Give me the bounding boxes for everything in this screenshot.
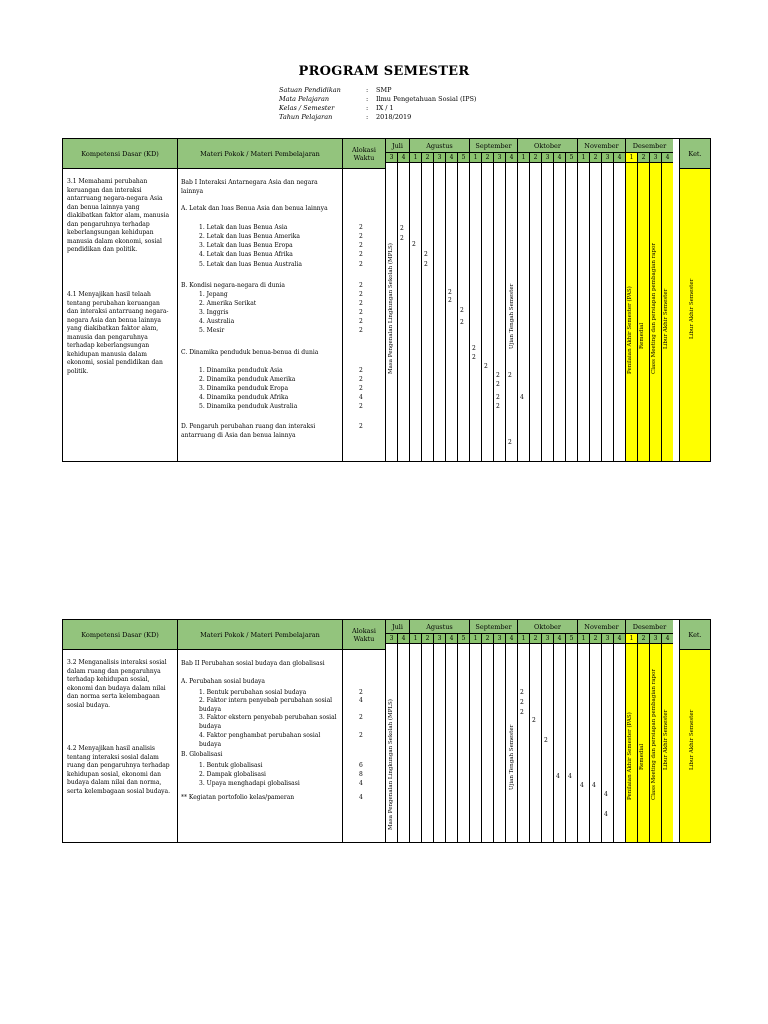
week-number: 3 xyxy=(601,634,613,644)
alokasi-value: 2 xyxy=(359,309,363,316)
kd-header: Kompetensi Dasar (KD) xyxy=(63,139,177,169)
week-number: 4 xyxy=(553,634,565,644)
schedule-mark: 2 xyxy=(424,251,428,258)
week-number: 1 xyxy=(409,153,421,163)
week-number: 3 xyxy=(433,634,445,644)
materi-row: 2. Faktor intern penyebab perubahan sosial budaya xyxy=(199,697,333,713)
materi-row: 4. Letak dan luas Benua Afrika xyxy=(199,251,293,258)
week-column xyxy=(493,644,505,842)
alokasi-value: 2 xyxy=(359,403,363,410)
week-number: 5 xyxy=(457,153,469,163)
week-column xyxy=(421,163,433,461)
schedule-mark: 2 xyxy=(400,235,404,242)
week-column xyxy=(565,163,577,461)
alokasi-value: 8 xyxy=(359,771,363,778)
materi-row: 3. Faktor ekstern penyebab perubahan sosial budaya xyxy=(199,714,337,730)
week-number: 3 xyxy=(649,634,661,644)
week-number: 4 xyxy=(553,153,565,163)
week-number: 3 xyxy=(541,634,553,644)
ket-header: Ket. xyxy=(679,139,710,169)
week-number: 3 xyxy=(385,634,397,644)
kd-text: 3.1 Memahami perubahan keruangan dan interaksi antarruang negara-negara Asia dan benua lainnya yang diakibatkan faktor alam, manusia dan pengaruhnya terhadap keberlangsungan kehidupan manusia dalam ekonomi, sosial pendidikan dan politik. xyxy=(67,178,170,253)
week-number: 4 xyxy=(445,634,457,644)
week-number: 1 xyxy=(469,153,481,163)
kd-header: Kompetensi Dasar (KD) xyxy=(63,620,177,650)
materi-row: 3. Inggris xyxy=(199,309,229,316)
month-header: Juli xyxy=(385,139,409,153)
alokasi-value: 2 xyxy=(359,291,363,298)
week-column xyxy=(397,644,409,842)
schedule-mark: 2 xyxy=(520,709,524,716)
week-number: 4 xyxy=(445,153,457,163)
ket-header: Ket. xyxy=(679,620,710,650)
alokasi-value: 2 xyxy=(359,714,363,721)
schedule-mark: 2 xyxy=(448,297,452,304)
week-number: 4 xyxy=(397,634,409,644)
month-header: Desember xyxy=(625,139,673,153)
week-number: 1 xyxy=(625,634,637,644)
week-column xyxy=(589,163,601,461)
week-number: 2 xyxy=(637,153,649,163)
week-column xyxy=(445,163,457,461)
schedule-mark: 2 xyxy=(472,354,476,361)
materi-row: 5. Dinamika penduduk Australia xyxy=(199,403,298,410)
vertical-label-libur: Libur Akhir Semester xyxy=(663,709,670,770)
month-header: Juli xyxy=(385,620,409,634)
month-header: Desember xyxy=(625,620,673,634)
alokasi-value: 4 xyxy=(359,697,363,704)
materi-row: A. Perubahan sosial budaya xyxy=(181,678,266,685)
alokasi-header: Alokasi Waktu xyxy=(342,139,385,169)
schedule-mark: 2 xyxy=(496,381,500,388)
week-number: 1 xyxy=(469,634,481,644)
vertical-label-uts: Ujian Tengah Semester xyxy=(508,724,515,790)
month-header: Oktober xyxy=(517,139,577,153)
week-number: 3 xyxy=(433,153,445,163)
materi-row: D. Pengaruh perubahan ruang dan interaksi antarruang di Asia dan benua lainnya xyxy=(181,423,316,439)
week-column xyxy=(481,163,493,461)
week-number: 1 xyxy=(409,634,421,644)
month-header: September xyxy=(469,139,517,153)
vertical-label-pas: Penilaian Akhir Semester (PAS) xyxy=(627,286,634,374)
week-column xyxy=(433,644,445,842)
materi-row: 1. Bentuk globalisasi xyxy=(199,762,263,769)
week-number: 2 xyxy=(421,153,433,163)
month-header: Agustus xyxy=(409,620,469,634)
month-header: Oktober xyxy=(517,620,577,634)
week-column xyxy=(589,644,601,842)
week-number: 4 xyxy=(397,153,409,163)
info-row: Kelas / Semester : IX / 1 xyxy=(279,104,394,112)
alokasi-value: 2 xyxy=(359,376,363,383)
alokasi-value: 4 xyxy=(359,794,363,801)
week-number: 5 xyxy=(457,634,469,644)
alokasi-value: 2 xyxy=(359,327,363,334)
schedule-mark: 4 xyxy=(580,782,584,789)
schedule-mark: 2 xyxy=(496,403,500,410)
week-column xyxy=(493,163,505,461)
week-column xyxy=(397,163,409,461)
week-number: 3 xyxy=(493,153,505,163)
week-number: 2 xyxy=(481,153,493,163)
week-number: 4 xyxy=(505,153,517,163)
week-number: 2 xyxy=(421,634,433,644)
week-column xyxy=(637,163,649,461)
week-number: 1 xyxy=(517,634,529,644)
kd-text: 3.2 Menganalisis interaksi sosial dalam ruang dan pengaruhnya terhadap kehidupan sosial, ekonomi dan budaya dalam nilai dan norma serta kelembagaan sosial budaya. xyxy=(67,659,167,709)
schedule-mark: 4 xyxy=(568,773,572,780)
schedule-mark: 4 xyxy=(520,394,524,401)
schedule-mark: 2 xyxy=(400,225,404,232)
schedule-mark: 2 xyxy=(460,307,464,314)
alokasi-value: 2 xyxy=(359,732,363,739)
schedule-mark: 2 xyxy=(508,439,512,446)
materi-row: 3. Dinamika penduduk Eropa xyxy=(199,385,289,392)
week-number: 5 xyxy=(565,634,577,644)
materi-row: 2. Letak dan luas Benua Amerika xyxy=(199,233,300,240)
week-column xyxy=(409,644,421,842)
materi-row: 1. Jepang xyxy=(199,291,228,298)
week-column xyxy=(541,163,553,461)
schedule-mark: 2 xyxy=(484,363,488,370)
page-title: PROGRAM SEMESTER xyxy=(298,64,470,79)
vertical-label-mpls: Masa Pengenalan Lingkungan Sekolah (MPLS) xyxy=(388,699,394,830)
week-number: 2 xyxy=(637,634,649,644)
vertical-label-libur: Libur Akhir Semester xyxy=(663,288,670,349)
alokasi-value: 2 xyxy=(359,224,363,231)
week-number: 3 xyxy=(541,153,553,163)
semester-table-2 xyxy=(62,619,711,843)
week-column xyxy=(577,163,589,461)
week-number: 4 xyxy=(613,153,625,163)
materi-row: 4. Faktor penghambat perubahan sosial budaya xyxy=(199,732,321,748)
info-row: Mata Pelajaran : Ilmu Pengetahuan Sosial (IPS) xyxy=(279,95,477,103)
materi-row: 1. Letak dan luas Benua Asia xyxy=(199,224,288,231)
alokasi-value: 2 xyxy=(359,251,363,258)
materi-row: 5. Letak dan luas Benua Australia xyxy=(199,261,302,268)
week-column xyxy=(553,644,565,842)
month-header: November xyxy=(577,139,625,153)
schedule-mark: 4 xyxy=(592,782,596,789)
materi-row: 4. Dinamika penduduk Afrika xyxy=(199,394,289,401)
alokasi-header: Alokasi Waktu xyxy=(342,620,385,650)
week-number: 4 xyxy=(661,634,673,644)
month-header: September xyxy=(469,620,517,634)
week-number: 3 xyxy=(601,153,613,163)
schedule-mark: 2 xyxy=(532,717,536,724)
alokasi-value: 4 xyxy=(359,394,363,401)
week-column xyxy=(445,644,457,842)
schedule-mark: 2 xyxy=(424,261,428,268)
vertical-label-class-meeting: Class Meeting dan persiapan pembagian rapor xyxy=(651,668,658,800)
week-column xyxy=(613,163,625,461)
week-column xyxy=(553,163,565,461)
week-column xyxy=(529,163,541,461)
week-column xyxy=(565,644,577,842)
alokasi-value: 2 xyxy=(359,318,363,325)
alokasi-value: 2 xyxy=(359,261,363,268)
vertical-label-pas: Penilaian Akhir Semester (PAS) xyxy=(627,712,634,800)
alokasi-value: 2 xyxy=(359,689,363,696)
vertical-label-class-meeting: Class Meeting dan persiapan pembagian rapor xyxy=(651,242,658,374)
week-number: 2 xyxy=(589,153,601,163)
week-number: 1 xyxy=(577,153,589,163)
week-number: 2 xyxy=(529,634,541,644)
week-column xyxy=(601,163,613,461)
schedule-mark: 2 xyxy=(544,737,548,744)
vertical-label-remedial: Remedial xyxy=(639,743,646,770)
materi-row: 2. Dinamika penduduk Amerika xyxy=(199,376,296,383)
week-number: 2 xyxy=(529,153,541,163)
schedule-mark: 2 xyxy=(496,372,500,379)
alokasi-value: 4 xyxy=(359,780,363,787)
month-header: Agustus xyxy=(409,139,469,153)
materi-row: C. Dinamika penduduk benua-benua di dunia xyxy=(181,349,319,356)
schedule-mark: 2 xyxy=(412,241,416,248)
schedule-mark: 2 xyxy=(520,689,524,696)
alokasi-value: 2 xyxy=(359,385,363,392)
schedule-mark: 4 xyxy=(604,811,608,818)
materi-row: A. Letak dan luas Benua Asia dan benua lainnya xyxy=(181,205,328,212)
week-column xyxy=(613,644,625,842)
week-column xyxy=(409,163,421,461)
schedule-mark: 2 xyxy=(448,289,452,296)
week-number: 4 xyxy=(661,153,673,163)
week-column xyxy=(481,644,493,842)
materi-row: B. Kondisi negara-negara di dunia xyxy=(181,282,285,289)
week-column xyxy=(433,163,445,461)
week-column xyxy=(469,644,481,842)
vertical-label-remedial: Remedial xyxy=(639,322,646,349)
schedule-mark: 2 xyxy=(496,394,500,401)
schedule-mark: 4 xyxy=(556,773,560,780)
week-number: 4 xyxy=(613,634,625,644)
info-row: Tahun Pelajaran : 2018/2019 xyxy=(279,113,412,121)
alokasi-value: 2 xyxy=(359,367,363,374)
kd-text: 4.1 Menyajikan hasil telaah tentang perubahan keruangan dan interaksi antarruang negara-negara Asia dan benua lainnya yang diakibatkan faktor alam, manusia dan pengaruhnya terhadap keberlangsungan kehidupan manusia dalam ekonomi, sosial pendidikan dan politik. xyxy=(67,291,169,375)
week-column xyxy=(577,644,589,842)
materi-row: 5. Mesir xyxy=(199,327,225,334)
week-column xyxy=(421,644,433,842)
materi-row: 2. Amerika Serikat xyxy=(199,300,257,307)
week-column xyxy=(529,644,541,842)
alokasi-value: 2 xyxy=(359,233,363,240)
vertical-label-libur: Libur Akhir Semester xyxy=(689,278,695,339)
materi-row: 4. Australia xyxy=(199,318,235,325)
materi-row: 1. Dinamika penduduk Asia xyxy=(199,367,283,374)
week-column xyxy=(469,163,481,461)
alokasi-value: 2 xyxy=(359,282,363,289)
vertical-label-libur: Libur Akhir Semester xyxy=(689,709,695,770)
vertical-label-mpls: Masa Pengenalan Lingkungan Sekolah (MPLS) xyxy=(388,243,394,374)
week-column xyxy=(457,644,469,842)
materi-row: 3. Letak dan luas Benua Eropa xyxy=(199,242,293,249)
schedule-mark: 2 xyxy=(472,345,476,352)
semester-table-1 xyxy=(62,138,711,462)
week-number: 2 xyxy=(589,634,601,644)
materi-row: 1. Bentuk perubahan sosial budaya xyxy=(199,689,307,696)
week-number: 3 xyxy=(649,153,661,163)
week-number: 3 xyxy=(385,153,397,163)
alokasi-value: 2 xyxy=(359,423,363,430)
week-number: 5 xyxy=(565,153,577,163)
week-number: 4 xyxy=(505,634,517,644)
vertical-label-uts: Ujian Tengah Semester xyxy=(508,283,515,349)
materi-row: B. Globalisasi xyxy=(181,751,223,758)
schedule-mark: 4 xyxy=(604,791,608,798)
materi-row: Bab II Perubahan sosial budaya dan globalisasi xyxy=(181,660,325,667)
week-number: 2 xyxy=(481,634,493,644)
schedule-mark: 2 xyxy=(508,372,512,379)
week-column xyxy=(517,163,529,461)
materi-header: Materi Pokok / Materi Pembelajaran xyxy=(177,620,342,650)
info-row: Satuan Pendidikan : SMP xyxy=(279,86,392,94)
schedule-mark: 2 xyxy=(520,699,524,706)
materi-header: Materi Pokok / Materi Pembelajaran xyxy=(177,139,342,169)
week-number: 3 xyxy=(493,634,505,644)
schedule-mark: 2 xyxy=(460,319,464,326)
materi-row: Bab I Interaksi Antarnegara Asia dan negara lainnya xyxy=(181,179,318,195)
alokasi-column xyxy=(342,650,385,842)
kd-text: 4.2 Menyajikan hasil analisis tentang interaksi sosial dalam ruang dan pengaruhnya terhadap kehidupan sosial, ekonomi dan budaya dalam nilai dan norma, serta kelembagaan sosial budaya. xyxy=(67,745,171,795)
month-header: November xyxy=(577,620,625,634)
materi-row: ** Kegiatan portofolio kelas/pameran xyxy=(181,794,295,801)
info-block xyxy=(279,86,476,122)
week-number: 1 xyxy=(625,153,637,163)
week-column xyxy=(517,644,529,842)
materi-row: 2. Dampak globalisasi xyxy=(199,771,266,778)
alokasi-value: 6 xyxy=(359,762,363,769)
alokasi-value: 2 xyxy=(359,300,363,307)
alokasi-value: 2 xyxy=(359,242,363,249)
week-number: 1 xyxy=(517,153,529,163)
week-number: 1 xyxy=(577,634,589,644)
alokasi-column xyxy=(342,169,385,461)
materi-row: 3. Upaya menghadapi globalisasi xyxy=(199,780,300,787)
